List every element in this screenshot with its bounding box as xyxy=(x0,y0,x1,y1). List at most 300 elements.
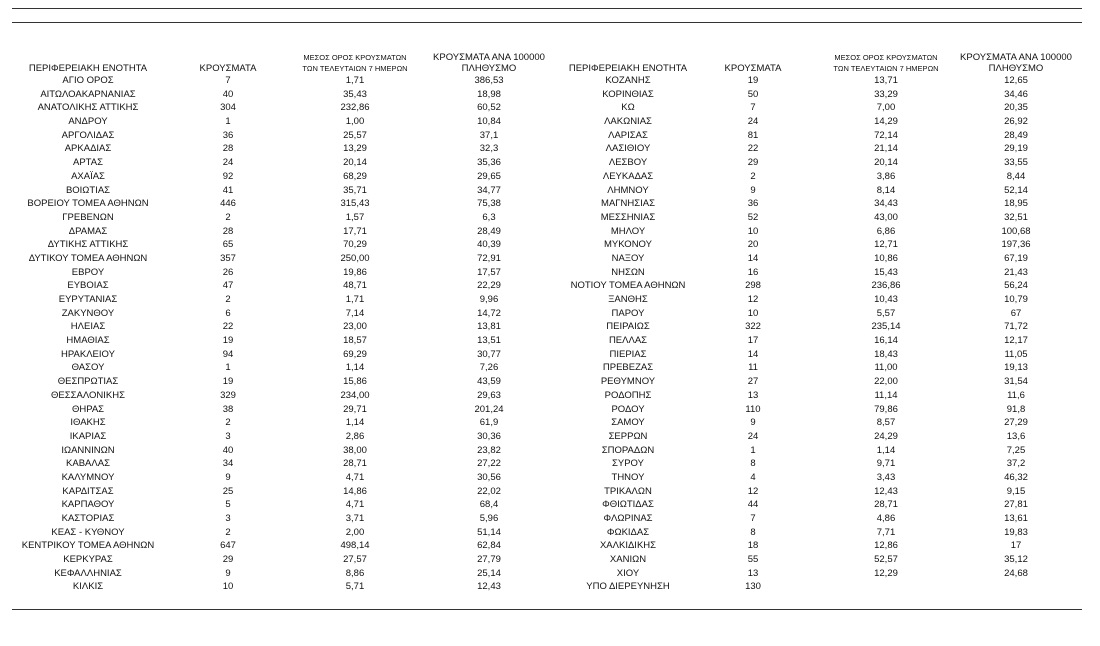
cell-avg7: 250,00 xyxy=(340,252,370,264)
cell-cases: 9 xyxy=(750,184,756,196)
cell-per100k: 91,8 xyxy=(1006,403,1026,415)
cell-cases: 92 xyxy=(222,170,234,182)
header-per100k: ΚΡΟΥΣΜΑΤΑ ΑΝΑ 100000 ΠΛΗΘΥΣΜΟ xyxy=(960,52,1072,74)
cell-region: ΠΑΡΟΥ xyxy=(611,307,645,319)
cell-avg7: 25,57 xyxy=(343,129,367,141)
cell-cases: 55 xyxy=(747,554,759,566)
cell-per100k: 12,17 xyxy=(1004,335,1028,347)
cell-avg7: 48,71 xyxy=(343,280,367,292)
cell-avg7: 17,71 xyxy=(343,225,367,237)
cell-cases: 14 xyxy=(747,348,759,360)
cell-avg7: 235,14 xyxy=(871,321,901,333)
cell-avg7: 1,14 xyxy=(345,417,365,429)
cell-per100k: 14,72 xyxy=(477,307,501,319)
cell-cases: 2 xyxy=(225,417,231,429)
cell-avg7: 7,71 xyxy=(876,526,896,538)
cell-avg7: 72,14 xyxy=(874,129,898,141)
cell-cases: 647 xyxy=(220,540,236,552)
cell-avg7: 8,14 xyxy=(876,184,896,196)
cell-cases: 2 xyxy=(225,294,231,305)
cell-cases: 14 xyxy=(747,252,759,264)
cell-region: ΛΗΜΝΟΥ xyxy=(607,184,649,196)
cell-per100k: 52,14 xyxy=(1004,184,1028,196)
cell-region: ΑΡΓΟΛΙΔΑΣ xyxy=(61,129,115,141)
cell-cases: 1 xyxy=(225,116,231,128)
cell-avg7: 11,00 xyxy=(874,362,898,374)
cell-region: ΡΕΘΥΜΝΟΥ xyxy=(600,376,656,388)
cell-region: ΛΑΡΙΣΑΣ xyxy=(608,129,648,141)
cell-per100k: 37,1 xyxy=(479,129,499,141)
cell-avg7: 27,57 xyxy=(343,554,367,566)
cell-cases: 24 xyxy=(747,430,759,442)
cell-per100k: 197,36 xyxy=(1001,239,1031,251)
cell-avg7: 23,00 xyxy=(343,321,367,333)
cell-avg7: 29,71 xyxy=(343,403,367,415)
cell-per100k: 29,65 xyxy=(477,170,501,182)
cell-cases: 9 xyxy=(225,567,231,579)
cell-region: ΕΒΡΟΥ xyxy=(71,266,105,278)
cell-per100k: 21,43 xyxy=(1004,266,1028,278)
bottom-rule xyxy=(12,609,1082,610)
cell-per100k: 22,29 xyxy=(477,280,501,292)
cell-cases: 36 xyxy=(747,198,759,210)
cell-cases: 65 xyxy=(222,239,234,251)
cell-cases: 19 xyxy=(222,335,234,347)
cell-region: ΑΧΑΪΑΣ xyxy=(71,170,105,182)
cell-avg7: 12,43 xyxy=(874,485,898,497)
cell-per100k: 35,36 xyxy=(477,157,501,169)
cell-per100k: 27,22 xyxy=(477,458,501,470)
cell-cases: 28 xyxy=(222,225,234,237)
cell-cases: 44 xyxy=(747,499,759,511)
cell-cases: 34 xyxy=(222,458,234,470)
cell-avg7: 35,71 xyxy=(343,184,367,196)
cell-per100k: 12,65 xyxy=(1004,75,1028,86)
cell-region: ΑΝΑΤΟΛΙΚΗΣ ΑΤΤΙΚΗΣ xyxy=(37,102,139,114)
cell-avg7: 10,86 xyxy=(874,252,898,264)
cell-region: ΚΕΡΚΥΡΑΣ xyxy=(63,554,113,566)
cell-region: ΗΜΑΘΙΑΣ xyxy=(66,335,110,347)
cell-region: ΚΑΡΠΑΘΟΥ xyxy=(61,499,115,511)
cell-avg7: 4,71 xyxy=(345,499,365,511)
cell-cases: 41 xyxy=(222,184,234,196)
cell-per100k: 13,6 xyxy=(1006,430,1026,442)
cell-per100k: 5,96 xyxy=(479,513,499,524)
cell-region: ΦΘΙΩΤΙΔΑΣ xyxy=(602,499,654,511)
cell-cases: 20 xyxy=(747,239,759,251)
cell-per100k: 8,44 xyxy=(1006,170,1026,182)
cell-cases: 25 xyxy=(222,485,234,497)
cell-per100k: 9,96 xyxy=(479,294,499,305)
cell-per100k: 30,56 xyxy=(477,471,501,483)
header-per100k: ΚΡΟΥΣΜΑΤΑ ΑΝΑ 100000 ΠΛΗΘΥΣΜΟ xyxy=(433,52,545,74)
cell-avg7: 12,86 xyxy=(874,540,898,552)
cell-region: ΜΑΓΝΗΣΙΑΣ xyxy=(601,198,655,210)
cell-avg7: 1,71 xyxy=(345,75,365,86)
cell-avg7: 1,00 xyxy=(345,116,365,128)
cell-avg7: 12,29 xyxy=(874,567,898,579)
cell-avg7: 19,86 xyxy=(343,266,367,278)
cell-avg7: 4,71 xyxy=(345,471,365,483)
cell-cases: 40 xyxy=(222,444,234,456)
cell-avg7: 315,43 xyxy=(340,198,370,210)
cell-region: ΗΡΑΚΛΕΙΟΥ xyxy=(61,348,115,360)
cell-cases: 3 xyxy=(225,430,231,442)
cell-avg7: 28,71 xyxy=(343,458,367,470)
cell-per100k: 30,77 xyxy=(477,348,501,360)
cell-cases: 10 xyxy=(747,225,759,237)
cell-region: ΒΟΙΩΤΙΑΣ xyxy=(65,184,111,196)
cell-region: ΖΑΚΥΝΘΟΥ xyxy=(61,307,115,319)
cell-avg7: 20,14 xyxy=(343,157,367,169)
header-cases: ΚΡΟΥΣΜΑΤΑ xyxy=(199,63,257,74)
cell-per100k: 10,84 xyxy=(477,116,501,128)
cell-cases: 52 xyxy=(747,211,759,223)
cell-per100k: 22,02 xyxy=(477,485,501,497)
cell-region: ΣΠΟΡΑΔΩΝ xyxy=(601,444,655,456)
cell-cases: 40 xyxy=(222,88,234,100)
cell-cases: 2 xyxy=(750,170,756,182)
cell-region: ΝΗΣΩΝ xyxy=(611,266,645,278)
cell-per100k: 25,14 xyxy=(477,567,501,579)
cell-per100k: 17 xyxy=(1010,540,1022,552)
cell-per100k: 10,79 xyxy=(1004,294,1028,305)
cell-per100k: 31,54 xyxy=(1004,376,1028,388)
cell-region: ΔΡΑΜΑΣ xyxy=(68,225,108,237)
header-cases: ΚΡΟΥΣΜΑΤΑ xyxy=(724,63,782,74)
cell-per100k: 71,72 xyxy=(1004,321,1028,333)
cell-per100k: 29,63 xyxy=(477,389,501,401)
cell-per100k: 20,35 xyxy=(1004,102,1028,114)
cell-avg7: 14,86 xyxy=(343,485,367,497)
cell-region: ΧΑΛΚΙΔΙΚΗΣ xyxy=(599,540,657,552)
cell-avg7: 7,00 xyxy=(876,102,896,114)
cell-cases: 7 xyxy=(750,102,756,114)
cell-avg7: 12,71 xyxy=(874,239,898,251)
cell-per100k: 43,59 xyxy=(477,376,501,388)
cell-per100k: 11,05 xyxy=(1004,348,1028,360)
cell-cases: 110 xyxy=(745,403,761,415)
cell-per100k: 29,19 xyxy=(1004,143,1028,155)
cell-avg7: 13,71 xyxy=(874,75,898,86)
cell-avg7: 3,71 xyxy=(345,513,365,524)
cell-avg7: 52,57 xyxy=(874,554,898,566)
cell-avg7: 70,29 xyxy=(343,239,367,251)
cell-cases: 304 xyxy=(220,102,236,114)
cell-cases: 47 xyxy=(222,280,234,292)
cell-avg7: 4,86 xyxy=(876,513,896,524)
cell-avg7: 10,43 xyxy=(874,294,898,305)
cell-per100k: 28,49 xyxy=(1004,129,1028,141)
cell-cases: 130 xyxy=(745,581,761,593)
header-region: ΠΕΡΙΦΕΡΕΙΑΚΗ ΕΝΟΤΗΤΑ xyxy=(28,63,148,74)
cell-cases: 24 xyxy=(222,157,234,169)
cell-cases: 10 xyxy=(747,307,759,319)
cell-per100k: 6,3 xyxy=(482,211,496,223)
cell-region: ΦΩΚΙΔΑΣ xyxy=(606,526,650,538)
cell-per100k: 7,26 xyxy=(479,362,499,374)
cell-avg7: 22,00 xyxy=(874,376,898,388)
cell-region: ΑΡΚΑΔΙΑΣ xyxy=(64,143,112,155)
cell-region: ΤΡΙΚΑΛΩΝ xyxy=(604,485,652,497)
cell-region: ΘΑΣΟΥ xyxy=(71,362,105,374)
cell-per100k: 27,81 xyxy=(1004,499,1028,511)
cell-avg7: 21,14 xyxy=(874,143,898,155)
cell-region: ΛΑΚΩΝΙΑΣ xyxy=(604,116,652,128)
cell-region: ΘΗΡΑΣ xyxy=(71,403,105,415)
cell-region: ΛΑΣΙΘΙΟΥ xyxy=(605,143,651,155)
cell-cases: 8 xyxy=(750,458,756,470)
cell-cases: 3 xyxy=(225,513,231,524)
cell-avg7: 498,14 xyxy=(340,540,370,552)
cell-avg7: 24,29 xyxy=(874,430,898,442)
cell-per100k: 67,19 xyxy=(1004,252,1028,264)
cell-per100k: 68,4 xyxy=(479,499,499,511)
cell-avg7: 8,57 xyxy=(876,417,896,429)
cell-per100k: 24,68 xyxy=(1004,567,1028,579)
cell-region: ΘΕΣΣΑΛΟΝΙΚΗΣ xyxy=(51,389,125,401)
cell-cases: 6 xyxy=(225,307,231,319)
cell-region: ΚΑΛΥΜΝΟΥ xyxy=(61,471,115,483)
cell-per100k: 32,51 xyxy=(1004,211,1028,223)
cell-cases: 9 xyxy=(225,471,231,483)
cell-avg7: 18,57 xyxy=(343,335,367,347)
cell-region: ΚΩ xyxy=(621,102,635,114)
top-rule xyxy=(12,8,1082,9)
cell-region: ΑΙΤΩΛΟΑΚΑΡΝΑΝΙΑΣ xyxy=(40,88,136,100)
cell-cases: 2 xyxy=(225,211,231,223)
cell-avg7: 15,43 xyxy=(874,266,898,278)
cell-per100k: 18,98 xyxy=(477,88,501,100)
cell-avg7: 11,14 xyxy=(874,389,898,401)
cell-avg7: 68,29 xyxy=(343,170,367,182)
cell-avg7: 7,14 xyxy=(345,307,365,319)
cell-region: ΛΕΣΒΟΥ xyxy=(608,157,648,169)
cell-cases: 12 xyxy=(747,485,759,497)
cell-region: ΕΥΒΟΙΑΣ xyxy=(67,280,109,292)
cell-cases: 19 xyxy=(747,75,759,86)
cell-region: ΜΥΚΟΝΟΥ xyxy=(604,239,652,251)
cell-cases: 36 xyxy=(222,129,234,141)
cell-per100k: 13,51 xyxy=(477,335,501,347)
cell-region: ΠΙΕΡΙΑΣ xyxy=(609,348,647,360)
cell-region: ΚΑΣΤΟΡΙΑΣ xyxy=(61,513,115,524)
cell-per100k: 17,57 xyxy=(477,266,501,278)
cell-per100k: 26,92 xyxy=(1004,116,1028,128)
cell-avg7: 35,43 xyxy=(343,88,367,100)
cell-region: ΙΘΑΚΗΣ xyxy=(70,417,106,429)
cell-region: ΕΥΡΥΤΑΝΙΑΣ xyxy=(58,294,118,305)
second-rule xyxy=(12,22,1082,23)
cell-cases: 38 xyxy=(222,403,234,415)
cell-region: ΙΩΑΝΝΙΝΩΝ xyxy=(61,444,115,456)
cell-region: ΞΑΝΘΗΣ xyxy=(608,294,648,305)
cell-region: ΧΑΝΙΩΝ xyxy=(609,554,647,566)
cell-per100k: 34,46 xyxy=(1004,88,1028,100)
cell-region: ΓΡΕΒΕΝΩΝ xyxy=(62,211,114,223)
cell-cases: 1 xyxy=(225,362,231,374)
cell-avg7: 43,00 xyxy=(874,211,898,223)
cell-avg7: 15,86 xyxy=(343,376,367,388)
cell-cases: 17 xyxy=(747,335,759,347)
cell-per100k: 201,24 xyxy=(474,403,504,415)
cell-cases: 8 xyxy=(750,526,756,538)
cell-region: ΚΟΡΙΝΘΙΑΣ xyxy=(602,88,654,100)
cell-cases: 11 xyxy=(748,362,758,374)
cell-per100k: 67 xyxy=(1010,307,1022,319)
header-avg7: ΜΕΣΟΣ ΟΡΟΣ ΚΡΟΥΣΜΑΤΩΝ ΤΩΝ ΤΕΛΕΥΤΑΙΩΝ 7 ΗΜΕΡΩΝ xyxy=(302,53,408,73)
cell-avg7: 9,71 xyxy=(876,458,896,470)
cell-avg7: 2,00 xyxy=(345,526,365,538)
cell-avg7: 232,86 xyxy=(340,102,370,114)
cell-per100k: 27,29 xyxy=(1004,417,1028,429)
cell-avg7: 79,86 xyxy=(874,403,898,415)
cell-region: ΚΕΦΑΛΛΗΝΙΑΣ xyxy=(54,567,122,579)
cell-avg7: 13,29 xyxy=(343,143,367,155)
header-region: ΠΕΡΙΦΕΡΕΙΑΚΗ ΕΝΟΤΗΤΑ xyxy=(568,63,688,74)
cell-per100k: 19,83 xyxy=(1004,526,1028,538)
cell-region: ΚΑΒΑΛΑΣ xyxy=(66,458,110,470)
cell-region: ΡΟΔΟΥ xyxy=(611,403,645,415)
cell-cases: 13 xyxy=(747,567,759,579)
cell-cases: 7 xyxy=(750,513,756,524)
cell-avg7: 16,14 xyxy=(874,335,898,347)
cell-region: ΝΟΤΙΟΥ ΤΟΜΕΑ ΑΘΗΝΩΝ xyxy=(570,280,686,292)
cell-region: ΚΕΝΤΡΙΚΟΥ ΤΟΜΕΑ ΑΘΗΝΩΝ xyxy=(21,540,155,552)
cell-cases: 357 xyxy=(220,252,236,264)
cell-avg7: 234,00 xyxy=(340,389,370,401)
cell-region: ΚΕΑΣ - ΚΥΘΝΟΥ xyxy=(51,526,125,538)
cell-region: ΠΡΕΒΕΖΑΣ xyxy=(602,362,654,374)
header-avg7: ΜΕΣΟΣ ΟΡΟΣ ΚΡΟΥΣΜΑΤΩΝ ΤΩΝ ΤΕΛΕΥΤΑΙΩΝ 7 ΗΜΕΡΩΝ xyxy=(833,53,939,73)
cell-avg7: 28,71 xyxy=(874,499,898,511)
cell-per100k: 51,14 xyxy=(477,526,501,538)
cell-region: ΑΡΤΑΣ xyxy=(73,157,103,169)
cell-per100k: 100,68 xyxy=(1001,225,1031,237)
cell-cases: 4 xyxy=(750,471,756,483)
cell-region: ΒΟΡΕΙΟΥ ΤΟΜΕΑ ΑΘΗΝΩΝ xyxy=(27,198,149,210)
cell-cases: 10 xyxy=(222,581,234,593)
cell-cases: 29 xyxy=(747,157,759,169)
cell-region: ΣΑΜΟΥ xyxy=(611,417,645,429)
cell-cases: 2 xyxy=(225,526,231,538)
cell-avg7: 6,86 xyxy=(876,225,896,237)
cell-per100k: 72,91 xyxy=(477,252,501,264)
cell-cases: 1 xyxy=(750,444,756,456)
cell-cases: 28 xyxy=(222,143,234,155)
cell-per100k: 56,24 xyxy=(1004,280,1028,292)
cell-region: ΡΟΔΟΠΗΣ xyxy=(604,389,652,401)
cell-cases: 94 xyxy=(222,348,234,360)
cell-region: ΘΕΣΠΡΩΤΙΑΣ xyxy=(57,376,119,388)
cell-cases: 29 xyxy=(222,554,234,566)
cell-per100k: 35,12 xyxy=(1004,554,1028,566)
cell-region: ΚΑΡΔΙΤΣΑΣ xyxy=(62,485,114,497)
cell-avg7: 1,14 xyxy=(345,362,365,374)
cell-region: ΠΕΙΡΑΙΩΣ xyxy=(606,321,650,333)
cell-per100k: 23,82 xyxy=(477,444,501,456)
cell-cases: 50 xyxy=(747,88,759,100)
cell-per100k: 37,2 xyxy=(1006,458,1026,470)
cell-cases: 27 xyxy=(747,376,759,388)
cell-cases: 13 xyxy=(747,389,759,401)
cell-per100k: 11,6 xyxy=(1007,389,1025,401)
cell-per100k: 32,3 xyxy=(479,143,499,155)
cell-cases: 24 xyxy=(747,116,759,128)
cell-cases: 12 xyxy=(747,294,759,305)
cell-avg7: 1,71 xyxy=(345,294,365,305)
cell-region: ΤΗΝΟΥ xyxy=(611,471,645,483)
cell-cases: 16 xyxy=(747,266,759,278)
cell-region: ΜΕΣΣΗΝΙΑΣ xyxy=(600,211,656,223)
cell-region: ΧΙΟΥ xyxy=(616,567,640,579)
cell-avg7: 14,29 xyxy=(874,116,898,128)
cell-avg7: 18,43 xyxy=(874,348,898,360)
cell-avg7: 2,86 xyxy=(345,430,365,442)
cell-region: ΚΙΛΚΙΣ xyxy=(72,581,104,593)
cell-region: ΛΕΥΚΑΔΑΣ xyxy=(602,170,654,182)
cell-cases: 298 xyxy=(745,280,761,292)
cell-per100k: 9,15 xyxy=(1006,485,1026,497)
cell-avg7: 236,86 xyxy=(871,280,901,292)
cell-per100k: 61,9 xyxy=(479,417,499,429)
cell-cases: 19 xyxy=(222,376,234,388)
cell-per100k: 34,77 xyxy=(477,184,501,196)
cell-avg7: 5,57 xyxy=(876,307,896,319)
cell-region: ΠΕΛΛΑΣ xyxy=(608,335,648,347)
cell-avg7: 3,86 xyxy=(876,170,896,182)
cell-region: ΑΝΔΡΟΥ xyxy=(68,116,108,128)
cell-region: ΙΚΑΡΙΑΣ xyxy=(69,430,107,442)
cell-region: ΜΗΛΟΥ xyxy=(610,225,646,237)
cell-cases: 329 xyxy=(220,389,236,401)
cell-per100k: 60,52 xyxy=(477,102,501,114)
cell-region: ΥΠΟ ΔΙΕΡΕΥΝΗΣΗ xyxy=(586,581,670,593)
cell-cases: 18 xyxy=(747,540,759,552)
cell-region: ΔΥΤΙΚΗΣ ΑΤΤΙΚΗΣ xyxy=(47,239,129,251)
cell-avg7: 3,43 xyxy=(876,471,896,483)
cell-cases: 22 xyxy=(222,321,234,333)
cell-per100k: 19,13 xyxy=(1004,362,1028,374)
cell-region: ΣΥΡΟΥ xyxy=(612,458,644,470)
cell-avg7: 33,29 xyxy=(874,88,898,100)
cell-cases: 26 xyxy=(222,266,234,278)
cell-per100k: 30,36 xyxy=(477,430,501,442)
cell-cases: 322 xyxy=(745,321,761,333)
cell-cases: 7 xyxy=(225,75,231,86)
cell-cases: 81 xyxy=(747,129,759,141)
cell-avg7: 8,86 xyxy=(345,567,365,579)
cell-per100k: 18,95 xyxy=(1004,198,1028,210)
cell-per100k: 12,43 xyxy=(477,581,501,593)
cell-cases: 5 xyxy=(225,499,231,511)
cell-region: ΣΕΡΡΩΝ xyxy=(608,430,648,442)
cell-per100k: 33,55 xyxy=(1004,157,1028,169)
cell-per100k: 13,61 xyxy=(1004,513,1028,524)
cell-per100k: 75,38 xyxy=(477,198,501,210)
cell-region: ΔΥΤΙΚΟΥ ΤΟΜΕΑ ΑΘΗΝΩΝ xyxy=(28,252,148,264)
cell-avg7: 20,14 xyxy=(874,157,898,169)
cell-cases: 446 xyxy=(220,198,236,210)
cell-per100k: 28,49 xyxy=(477,225,501,237)
cell-cases: 22 xyxy=(747,143,759,155)
cell-region: ΗΛΕΙΑΣ xyxy=(70,321,106,333)
cell-per100k: 386,53 xyxy=(474,75,504,86)
cell-per100k: 27,79 xyxy=(477,554,501,566)
cell-per100k: 13,81 xyxy=(477,321,501,333)
cell-avg7: 69,29 xyxy=(343,348,367,360)
cell-avg7: 1,57 xyxy=(345,211,365,223)
